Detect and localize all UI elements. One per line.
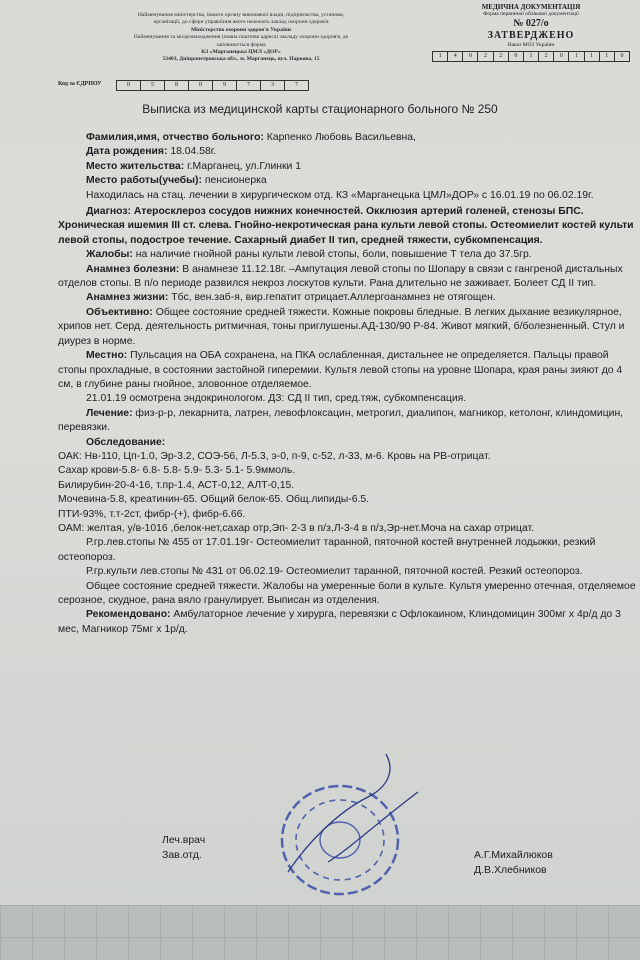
edrpou-cells [116,80,309,91]
lab-line: ПТИ-93%, т.т-2ст, фибр-(+), фибр-6.66. [58,508,246,520]
okud-digit: 0 [554,52,569,61]
edrpou-digit: 0 [189,81,213,90]
okud-digit: 1 [585,52,600,61]
edrpou-digit: 0 [117,81,141,90]
form-approved-by: Наказ МОЗ України [507,42,555,48]
header-line: Найменування та місцезнаходження (повна поштова адреса) закладу охорони здоров'я, де [133,34,349,41]
okud-digit: 2 [539,52,554,61]
edrpou-digit: 9 [213,81,237,90]
header-line: КЗ «Марганецька ЦМЛ «ДОР» [201,49,281,56]
patient-work: пенсионерка [204,175,267,187]
lab-line: Сахар крови-5.8- 6.8- 5.8- 5.9- 5.3- 5.1- 5.9ммоль. [58,465,296,477]
xray-1-text: Р.гр.лев.стопы № 455 от 17.01.19г- Остеомиелит таранной, пяточной костей внутренней лодыжки, резкий остеопороз. [58,537,596,563]
anamnesis-text: В анамнезе 11.12.18г. –Ампутация левой стопы по Шопару в связи с гангреной дистальных отделов стопы. В п/о периоде развился некроз лоскутов культи. Рана длительно не заживает. Болеет СД II тип. [58,263,623,290]
life-text: Тбс, вен.заб-я, вир.гепатит отрицает.Аллергоанамнез не отягощен. [171,292,496,304]
background-surface [0,905,640,960]
edrpou-label: Код за ЄДРПОУ [58,81,102,87]
local-text: Пульсация на ОБА сохранена, на ПКА ослабленная, дистальнее не определяется. Пальцы правой стопы прохладные, в состоянии застойной гиперемии. Культя левой стопы на уровне Шопара, края раны зияют до 4 см, в глубине раны гнойное, зловонное отделяемое. [58,350,623,390]
okud-digit: 1 [524,52,539,61]
header-line: 53403, Дніпропетровська обл., м. Марганець, вул. Паркова, 15 [162,56,320,63]
okud-digit: 2 [494,52,509,61]
endocrinologist-text: 21.01.19 осмотрена эндокринологом. ДЗ: СД II тип, сред.тяж, субкомпенсация. [86,393,467,405]
complaints-label: Жалобы: [86,249,133,261]
objective-label: Объективно: [86,306,153,318]
patient-dob: 18.04.58г. [170,146,217,158]
okud-digit: 1 [569,52,584,61]
okud-digit: 4 [448,52,463,61]
institution-header [58,12,424,64]
life-label: Анамнез жизни: [86,292,169,304]
document-title: Выписка из медицинской карты стационарного больного № 250 [142,102,498,116]
work-label: Место работы(учебы): [86,175,202,187]
doctor-label: Леч.врач [162,834,206,846]
okud-digit: 1 [600,52,615,61]
lab-line: ОАМ: желтая, у/в-1016 ,белок-нет,сахар отр,Эп- 2-3 в п/з,Л-3-4 в п/з,Эр-нет.Моча на сахар отрицат. [58,522,535,534]
header-line: заповнюється форма [216,41,266,48]
patient-address: г.Марганец, ул.Глинки 1 [187,160,302,172]
header-line: Найменування міністерства, іншого органу виконавчої влади, підприємства, установи, [137,12,345,18]
form-number: № 027/о [513,18,549,29]
edrpou-digit: 7 [237,81,261,90]
diagnosis-text: Атеросклероз сосудов нижних конечностей. Окклюзия артерий голеней, стенозы БПС. Хроническая ишемия III ст. слева. Гнойно-некротическая рана культи левой стопы. Остеомиелит костей культи левой стопы, подострое течение. Сахарный диабет II тип, средней тяжести, субкомпенсация. [58,206,634,246]
anamnesis-label: Анамнез болезни: [86,263,180,275]
round-stamp [268,752,428,902]
edrpou-row [58,80,424,91]
head-label: Зав.отд. [162,849,202,861]
okud-digit: 0 [620,53,624,59]
objective-text: Общее состояние средней тяжести. Кожные покровы бледные. В легких дыхание везикулярное, хрипов нет. Серд. деятельность ритмичная, тоны приглушены.АД-130/90 Р-84. Живот мягкий, б/болезненный. Стул и диурез в норме. [58,306,625,347]
edrpou-digit: 7 [295,82,298,88]
head-name: Д.В.Хлебников [474,864,547,876]
edrpou-digit: 5 [141,81,165,90]
form-approved: ЗАТВЕРДЖЕНО [487,30,575,41]
okud-cells [432,51,630,62]
complaints-text: на наличие гнойной раны культи левой стопы, боли, повышение Т тела до 37.5гр. [135,249,532,261]
okud-digit: 0 [463,52,478,61]
treatment-text: физ-р-р, лекарнита, латрен, левофлоксацин, метрогил, диалипон, магникор, кетолонг, клиндомицин, перевязки. [58,407,624,434]
form-header [428,4,634,62]
header-line: Міністерство охорони здоров'я України [191,26,291,33]
lab-line: ОАК: Нв-110, Цп-1.0, Эр-3.2, СОЭ-56, Л-5.3, э-0, п-9, с-52, л-33, м-6. Кровь на РВ-отрицат. [58,450,491,462]
stay-text: Находилась на стац. лечении в хирургическом отд. КЗ «Марганецька ЦМЛ»ДОР» с 16.01.19 по 06.02.19г. [86,189,594,201]
address-label: Место жительства: [86,160,185,172]
okud-digit: 2 [478,52,493,61]
dob-label: Дата рождения: [86,146,168,158]
diagnosis-label: Диагноз: [86,206,132,218]
name-label: Фамилия,имя, отчество больного: [86,132,264,143]
local-label: Местно: [86,350,128,362]
header-line: організації, до сфери управління якого належить заклад охорони здоров'я [153,19,329,26]
recommended-label: Рекомендовано: [86,609,171,621]
exam-label: Обследование: [86,436,166,448]
patient-name: Карпенко Любовь Васильевна, [266,132,416,143]
lab-line: Мочевина-5.8, креатинин-65. Общий белок-65. Общ.липиды-6.5. [58,494,370,506]
form-doc-title: МЕДИЧНА ДОКУМЕНТАЦІЯ [481,3,581,11]
okud-digit: 1 [433,52,448,61]
doctor-name: А.Г.Михайлюков [474,849,553,861]
edrpou-digit: 3 [261,81,285,90]
lab-line: Билирубин-20-4-16, т.пр-1.4, АСТ-0,12, АЛТ-0,15. [58,479,295,491]
xray-2-text: Р.гр.культи лев.стопы № 431 от 06.02.19- Остеомиелит таранной, пяточной костей. Резкий остеопороз. [86,566,583,578]
treatment-label: Лечение: [86,407,133,419]
recommended-text: Амбулаторное лечение у хирурга, перевязки с Офлокаином, Клиндомицин 300мг х 4р/д до 3 мес, Магникор 75мг х 1р/д. [58,609,621,635]
edrpou-digit: 8 [165,81,189,90]
form-doc-sub: Форма первинної облікової документації [483,11,579,17]
discharge-text: Общее состояние средней тяжести. Жалобы на умеренные боли в культе. Культя умеренно отечная, отделяемое серозное, скудное, рана вяло гранулирует. Выписан из отделения. [58,580,636,606]
okud-digit: 0 [509,52,524,61]
document-body [58,131,638,637]
